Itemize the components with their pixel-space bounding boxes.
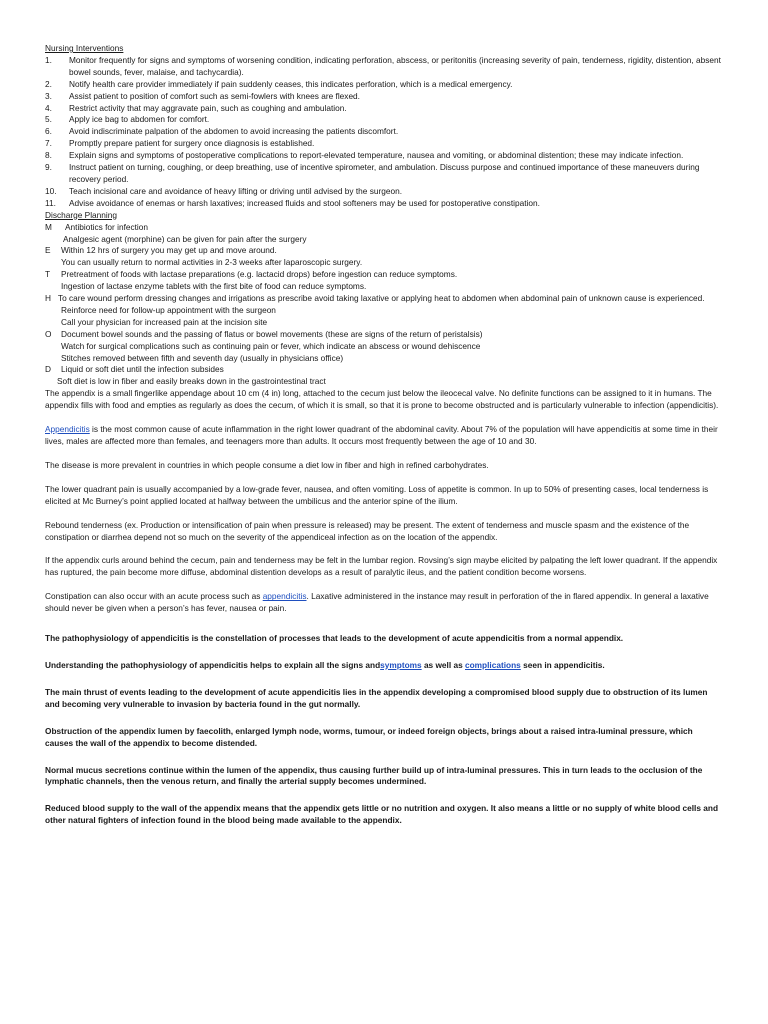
list-text: Avoid indiscriminate palpation of the abdomen to avoid increasing the patients discomfort. [69, 126, 399, 137]
list-text: Advise avoidance of enemas or harsh laxatives; increased fluids and stool softeners may be used for postoperative constipation. [69, 197, 540, 208]
discharge-text: Document bowel sounds and the passing of flatus or bowel movements (these are signs of the return of peristalsis) [61, 328, 483, 339]
list-number: 6. [45, 126, 52, 137]
discharge-text: Pretreatment of foods with lactase preparations (e.g. lactacid drops) before ingestion can reduce symptoms. [61, 269, 458, 280]
mnemonic-letter: H [45, 293, 51, 304]
mnemonic-letter: E [45, 245, 51, 256]
discharge-text: Soft diet is low in fiber and easily breaks down in the gastrointestinal tract [57, 376, 326, 387]
paragraph-prevalent: The disease is more prevalent in countries in which people consume a diet low in fiber and high in refined carbohydrates. [45, 459, 489, 470]
discharge-heading: Discharge Planning [45, 209, 117, 220]
discharge-text: Within 12 hrs of surgery you may get up and move around. [61, 245, 277, 256]
discharge-text: Call your physician for increased pain at the incision site [61, 316, 268, 327]
mnemonic-letter: O [45, 328, 52, 339]
list-item [45, 162, 721, 186]
paragraph-text: as well as [421, 659, 465, 670]
list-number: 7. [45, 138, 52, 149]
mnemonic-letter: M [45, 221, 52, 232]
paragraph-main-thrust: The main thrust of events leading to the development of acute appendicitis lies in the appendix developing a compromised blood supply due to obstruction of its lumen and becoming very vulnerable to invasion by bacteria found in the gut normally. [45, 686, 708, 709]
discharge-text: Antibiotics for infection [65, 221, 149, 232]
list-text: Monitor frequently for signs and symptoms of worsening condition, indicating perforation, abscess, or peritonitis (increasing severity of pain, tenderness, rigidity, distention, absent bowel sounds, fever, malaise, and tachycardia). [69, 54, 721, 77]
list-text: Explain signs and symptoms of postoperative complications to report-elevated temperature, nausea and vomiting, or abdominal distention; these may indicate infection. [69, 150, 684, 161]
discharge-t [45, 269, 721, 281]
discharge-o [45, 329, 721, 341]
discharge-text: Watch for surgical complications such as continuing pain or fever, which indicate an abscess or wound dehiscence [61, 340, 481, 351]
paragraph-text: . Laxative administered in the instance may result in perforation of the in flared appendix. In general a laxative should never be given when a person’s has fever, nausea or pain. [45, 591, 709, 614]
appendicitis-link[interactable]: appendicitis [262, 591, 307, 602]
list-item [45, 138, 721, 150]
list-item [45, 114, 721, 126]
list-text: Restrict activity that may aggravate pain, such as coughing and ambulation. [69, 102, 347, 113]
appendicitis-link[interactable]: Appendicitis [45, 424, 90, 435]
paragraph-text: Understanding the pathophysiology of appendicitis helps to explain all the signs and [45, 659, 381, 670]
list-number: 5. [45, 114, 52, 125]
list-item [45, 103, 721, 115]
discharge-m [45, 222, 721, 234]
mnemonic-letter: D [45, 364, 51, 375]
list-text: Promptly prepare patient for surgery once diagnosis is established. [69, 138, 315, 149]
list-item [45, 55, 721, 79]
list-item [45, 198, 721, 210]
list-number: 10. [45, 185, 57, 196]
list-number: 9. [45, 162, 52, 173]
paragraph-pain: The lower quadrant pain is usually accompanied by a low-grade fever, nausea, and often vomiting. Loss of appetite is common. In up to 50% of presenting cases, local tenderness is elicited at Mc Burney’s point applied located at halfway between the umbilicus and the anterior spine of the ilium. [45, 483, 709, 506]
discharge-text: Analgesic agent (morphine) can be given for pain after the surgery [63, 233, 307, 244]
paragraph-rebound: Rebound tenderness (ex. Production or intensification of pain when pressure is released) may be present. The extent of tenderness and muscle spasm and the existence of the constipation or diarrhea depend not so much on the severity of the appendiceal infection as on the location of the appendix. [45, 519, 690, 542]
paragraph-mucus: Normal mucus secretions continue within the lumen of the appendix, thus causing further build up of intra-luminal pressures. This in turn leads to the occlusion of the lymphatic channels, then the venous return, and finally the arterial supply becomes undermined. [45, 764, 703, 787]
list-number: 4. [45, 102, 52, 113]
list-number: 2. [45, 78, 52, 89]
paragraph-curls: If the appendix curls around behind the cecum, pain and tenderness may be felt in the lumbar region. Rovsing’s sign maybe elicited by palpating the left lower quadrant. If the appendix has ruptured, the pain become more diffuse, abdominal distention develops as a result of paralytic ileus, and the patient condition become worsens. [45, 555, 718, 578]
paragraph-cause [45, 424, 721, 448]
discharge-text: Reinforce need for follow-up appointment with the surgeon [61, 304, 276, 315]
paragraph-appendix: The appendix is a small fingerlike appendage about 10 cm (4 in) long, attached to the cecum just below the ileocecal valve. No definite functions can be assigned to it in humans. The appendix fills with food and empties as regularly as does the cecum, of which it is small, so that it is prone to become obstructed and is particularly vulnerable to infection (appendicitis). [45, 388, 719, 411]
nursing-heading: Nursing Interventions [45, 43, 124, 53]
paragraph-obstruction: Obstruction of the appendix lumen by faecolith, enlarged lymph node, worms, tumour, or indeed foreign objects, brings about a raised intra-luminal pressure, which causes the wall of the appendix to become distended. [45, 725, 693, 748]
list-number: 8. [45, 150, 52, 161]
list-item [45, 91, 721, 103]
list-item [45, 79, 721, 91]
discharge-text: To care wound perform dressing changes and irrigations as prescribe avoid taking laxative or applying heat to abdomen when abdominal pain of unknown cause is experienced. [57, 293, 705, 304]
complications-link[interactable]: complications [465, 659, 521, 670]
list-number: 11. [45, 197, 56, 208]
document-page [45, 43, 721, 827]
paragraph-text: Constipation can also occur with an acute process such as [45, 591, 263, 602]
list-number: 1. [45, 54, 52, 65]
mnemonic-letter: T [45, 269, 51, 280]
nursing-list [45, 55, 721, 210]
paragraph-reduced-blood: Reduced blood supply to the wall of the appendix means that the appendix gets little or no nutrition and oxygen. It also means a little or no supply of white blood cells and other natural fighters of infection found in the blood being made available to the appendix. [45, 803, 719, 826]
discharge-text: Stitches removed between fifth and seventh day (usually in physicians office) [61, 352, 344, 363]
list-text: Teach incisional care and avoidance of heavy lifting or driving until advised by the surgeon. [69, 185, 402, 196]
list-text: Assist patient to position of comfort such as semi-fowlers with knees are flexed. [69, 90, 360, 101]
list-item [45, 186, 721, 198]
discharge-h [45, 293, 721, 305]
symptoms-link[interactable]: symptoms [380, 659, 422, 670]
list-text: Apply ice bag to abdomen for comfort. [69, 114, 210, 125]
list-item [45, 126, 721, 138]
paragraph-pathophysiology: The pathophysiology of appendicitis is the constellation of processes that leads to the development of acute appendicitis from a normal appendix. [45, 633, 624, 644]
list-number: 3. [45, 90, 52, 101]
discharge-e [45, 245, 721, 257]
list-text: Notify health care provider immediately if pain suddenly ceases, this indicates perforation, which is a medical emergency. [69, 78, 513, 89]
discharge-text: You can usually return to normal activities in 2-3 weeks after laparoscopic surgery. [61, 257, 363, 268]
list-text: Instruct patient on turning, coughing, or deep breathing, use of incentive spirometer, and ambulation. Discuss purpose and continued importance of these maneuvers during recovery period. [69, 162, 700, 184]
paragraph-text: is the most common cause of acute inflammation in the right lower quadrant of the abdominal cavity. About 7% of the population will have appendicitis at some time in their lives, males are affected more than females, and teenagers more than adults. It occurs most frequently between the age of 10 and 30. [45, 424, 718, 446]
discharge-text: Liquid or soft diet until the infection subsides [61, 364, 224, 375]
paragraph-constipation [45, 591, 721, 615]
discharge-d [45, 364, 721, 376]
paragraph-text: seen in appendicitis. [520, 659, 605, 670]
discharge-text: Ingestion of lactase enzyme tablets with the first bite of food can reduce symptoms. [61, 281, 367, 292]
paragraph-understanding [45, 660, 721, 672]
list-item [45, 150, 721, 162]
